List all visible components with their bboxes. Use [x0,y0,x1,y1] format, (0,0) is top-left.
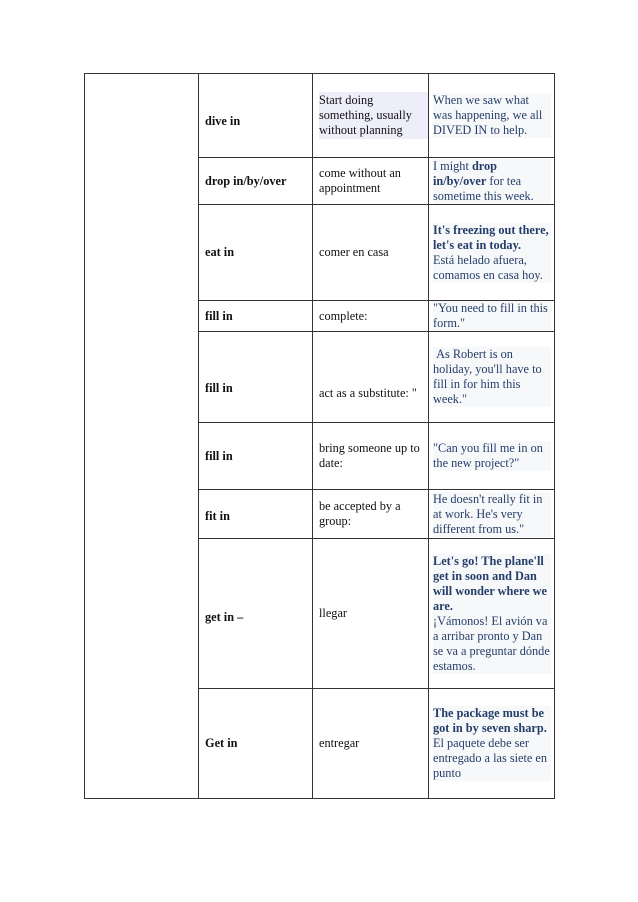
example-translation: ¡Vámonos! El avión va a arribar pronto y Dan se va a preguntar dónde estamos. [433,613,550,673]
example-text [433,347,551,407]
verb-cell: eat in [199,205,313,301]
example-translation: El paquete debe ser entregado a las siete en punto [433,736,548,780]
meaning-cell: be accepted by a group: [313,490,429,539]
example-cell [429,301,555,332]
example-text: "Can you fill me in on the new project?" [433,441,551,471]
example-text: When we saw what was happening, we all DIVED IN to help. [433,93,551,138]
example-text: He doesn't really fit in at work. He's very different from us." [433,492,551,537]
example-cell [429,332,555,423]
phrasal-verbs-table [84,73,555,799]
verb-cell: fill in [199,332,313,423]
example-bold: drop in/by/over [433,158,498,188]
meaning-cell: come without an appointment [313,158,429,205]
meaning-cell [313,74,429,158]
example-cell [429,74,555,158]
example-cell [429,423,555,490]
meaning-cell: complete: [313,301,429,332]
example-body: As Robert is on holiday, you'll have to fill in for him this week." [433,347,542,406]
meaning-cell: bring someone up to date: [313,423,429,490]
example-cell [429,539,555,689]
example-text: "You need to fill in this form." [433,301,551,331]
example-suffix: for tea sometime this week. [433,173,534,203]
example-text [433,706,551,781]
example-text [433,223,551,283]
example-cell [429,490,555,539]
verb-cell: get in – [199,539,313,689]
verb-cell: fill in [199,423,313,490]
example-prefix: I might [433,158,472,173]
verb-cell: dive in [199,74,313,158]
example-cell [429,158,555,205]
meaning-text: Start doing something, usually without planning [319,92,428,139]
table-row [85,74,555,158]
meaning-cell: entregar [313,689,429,799]
example-bold: The package must be got in by seven sharp. [433,706,547,735]
example-text [433,159,551,204]
verb-cell: Get in [199,689,313,799]
example-bold: Let's go! The plane'll get in soon and Dan will wonder where we are. [433,553,547,613]
verb-cell: fit in [199,490,313,539]
example-bold: It's freezing out there, let's eat in today. [433,222,549,252]
example-text [433,554,551,674]
example-translation: Está helado afuera, comamos en casa hoy. [433,252,543,282]
example-cell [429,205,555,301]
verb-cell: drop in/by/over [199,158,313,205]
blank-column-cell [85,74,199,799]
example-cell [429,689,555,799]
meaning-cell: act as a substitute: " [313,332,429,423]
meaning-cell: llegar [313,539,429,689]
meaning-cell: comer en casa [313,205,429,301]
verb-cell: fill in [199,301,313,332]
